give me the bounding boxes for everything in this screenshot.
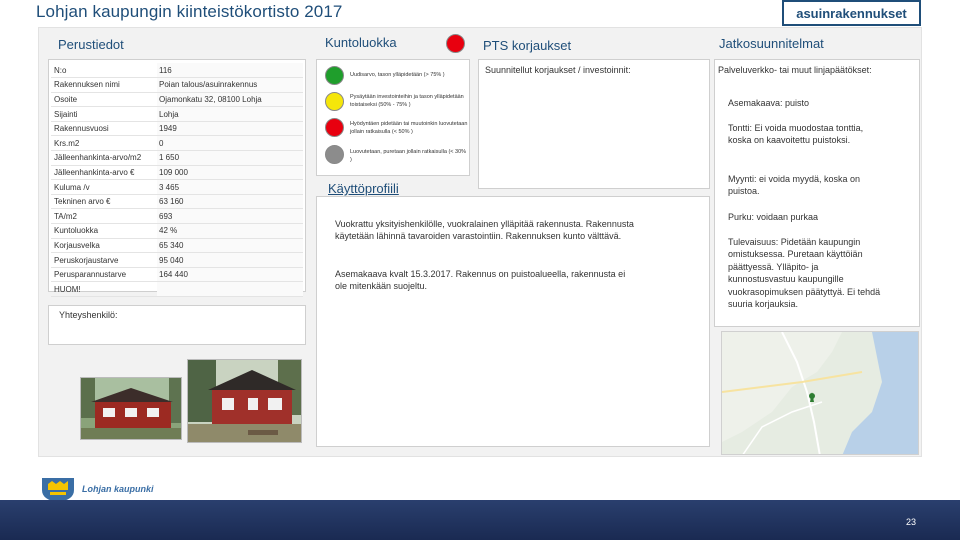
field-label: Korjausvelka bbox=[51, 238, 157, 253]
table-row bbox=[51, 165, 303, 180]
field-value: 63 160 bbox=[157, 194, 303, 209]
field-value: Poian talous/asuinrakennus bbox=[157, 78, 303, 93]
field-value: 3 465 bbox=[157, 180, 303, 195]
usage-paragraph-1: Vuokrattu yksityishenkilölle, vuokralainen ylläpitää rakennusta. Rakennusta käytetään lähinnä tavaroiden varastointiin. Rakennuksen kunto välttävä. bbox=[335, 219, 634, 242]
table-row bbox=[51, 209, 303, 224]
legend-grey-text: Luovutetaan, puretaan jollain ratkaisulla (< 30% ) bbox=[350, 149, 467, 163]
category-badge: asuinrakennukset bbox=[782, 0, 921, 26]
usage-paragraph-2: Asemakaava kvalt 15.3.2017. Rakennus on puistoalueella, rakennusta ei ole mitenkään suojeltu. bbox=[335, 269, 626, 292]
field-label: Krs.m2 bbox=[51, 136, 157, 151]
legend-yellow-text: Pysäytään investointeihin ja tason ylläpidetään toistaiseksi (50% - 75% ) bbox=[350, 94, 464, 108]
legend-red-text: Hyödyntäen pidetään tai muutoinkin luovutetaan jollain ratkaisulla (< 50% ) bbox=[350, 121, 468, 135]
field-label: TA/m2 bbox=[51, 209, 157, 224]
field-label: Jälleenhankinta-arvo/m2 bbox=[51, 151, 157, 166]
field-value bbox=[157, 282, 303, 297]
basics-heading: Perustiedot bbox=[58, 37, 124, 52]
field-label: Kuluma /v bbox=[51, 180, 157, 195]
table-row bbox=[51, 92, 303, 107]
field-value: Lohja bbox=[157, 107, 303, 122]
plan-item-future: Tulevaisuus: Pidetään kaupungin omistuksessa. Puretaan käyttöiän päättyessä. Ylläpito- ja kunnostusvastuu kaupungille vuokrasopimuksen päätyttyä. Ei tehdä suuria korjauksia. bbox=[728, 237, 881, 310]
legend-green-text: Uudisarvo, tason ylläpidetään (> 75% ) bbox=[350, 72, 445, 78]
field-label: Jälleenhankinta-arvo € bbox=[51, 165, 157, 180]
table-row bbox=[51, 267, 303, 282]
table-row bbox=[51, 253, 303, 268]
field-value: 65 340 bbox=[157, 238, 303, 253]
red-class-icon bbox=[325, 118, 344, 137]
table-row bbox=[51, 78, 303, 93]
table-row bbox=[51, 238, 303, 253]
field-label: Peruskorjaustarve bbox=[51, 253, 157, 268]
page-number: 23 bbox=[905, 517, 916, 527]
usage-heading: Käyttöprofiili bbox=[328, 181, 399, 196]
basics-table bbox=[51, 63, 303, 297]
building-photo-2 bbox=[187, 359, 302, 443]
field-label: Perusparannustarve bbox=[51, 267, 157, 282]
field-value: 1949 bbox=[157, 121, 303, 136]
pts-heading: PTS korjaukset bbox=[483, 38, 572, 53]
pts-text: Suunnitellut korjaukset / investoinnit: bbox=[485, 65, 631, 75]
coat-of-arms-icon bbox=[40, 476, 76, 502]
plan-item-plot: Tontti: Ei voida muodostaa tonttia, koska on kaavoitettu puistoksi. bbox=[728, 123, 864, 146]
building-photo-1 bbox=[80, 377, 182, 440]
green-class-icon bbox=[325, 66, 344, 85]
plans-intro: Palveluverkko- tai muut linjapäätökset: bbox=[718, 65, 872, 75]
city-logo bbox=[40, 476, 154, 502]
table-row bbox=[51, 194, 303, 209]
table-row bbox=[51, 121, 303, 136]
field-label: Osoite bbox=[51, 92, 157, 107]
field-label: Sijainti bbox=[51, 107, 157, 122]
page-title: Lohjan kaupungin kiinteistökortisto 2017 bbox=[36, 2, 343, 21]
field-label: HUOM! bbox=[51, 282, 157, 297]
field-value: 42 % bbox=[157, 224, 303, 239]
field-label: N:o bbox=[51, 63, 157, 78]
field-label: Rakennuksen nimi bbox=[51, 78, 157, 93]
yellow-class-icon bbox=[325, 92, 344, 111]
table-row bbox=[51, 180, 303, 195]
field-value: 0 bbox=[157, 136, 303, 151]
city-logo-text: Lohjan kaupunki bbox=[82, 484, 154, 494]
pts-box bbox=[478, 59, 710, 189]
table-row bbox=[51, 224, 303, 239]
table-row bbox=[51, 151, 303, 166]
field-value: 109 000 bbox=[157, 165, 303, 180]
field-value: 164 440 bbox=[157, 267, 303, 282]
plan-item-demolition: Purku: voidaan purkaa bbox=[728, 212, 819, 222]
field-value: 1 650 bbox=[157, 151, 303, 166]
condition-indicator-icon bbox=[446, 34, 465, 53]
grey-class-icon bbox=[325, 145, 344, 164]
field-label: Tekninen arvo € bbox=[51, 194, 157, 209]
field-value: 693 bbox=[157, 209, 303, 224]
contact-label: Yhteyshenkilö: bbox=[59, 310, 118, 320]
plans-heading: Jatkosuunnitelmat bbox=[719, 36, 824, 51]
footer-bar bbox=[0, 500, 960, 540]
field-value: 95 040 bbox=[157, 253, 303, 268]
table-row bbox=[51, 136, 303, 151]
field-value: 116 bbox=[157, 63, 303, 78]
field-label: Rakennusvuosi bbox=[51, 121, 157, 136]
location-map bbox=[721, 331, 919, 455]
field-value: Ojamonkatu 32, 08100 Lohja bbox=[157, 92, 303, 107]
table-row bbox=[51, 282, 303, 297]
condition-heading: Kuntoluokka bbox=[325, 35, 397, 50]
field-label: Kuntoluokka bbox=[51, 224, 157, 239]
table-row bbox=[51, 63, 303, 78]
plan-item-sale: Myynti: ei voida myydä, koska on puistoa. bbox=[728, 174, 861, 197]
table-row bbox=[51, 107, 303, 122]
plan-item-zoning: Asemakaava: puisto bbox=[728, 98, 810, 108]
